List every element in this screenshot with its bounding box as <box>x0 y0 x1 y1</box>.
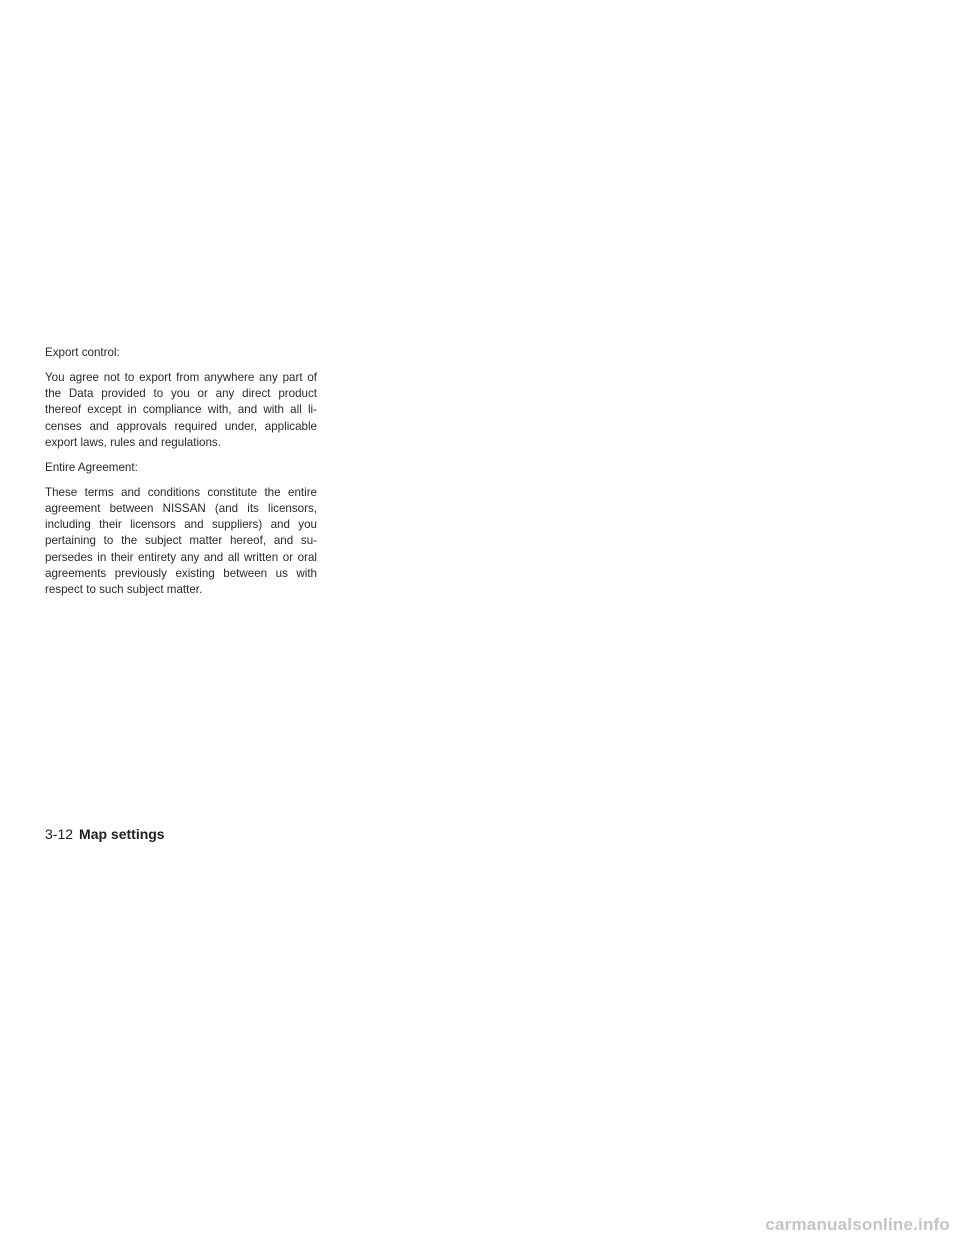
text-column <box>45 345 317 607</box>
export-control-heading: Export control: <box>45 346 120 359</box>
entire-agreement-heading: Entire Agreement: <box>45 460 138 474</box>
section-title: Map settings <box>79 826 165 842</box>
page-number: 3-12 <box>45 826 74 842</box>
export-control-paragraph: You agree not to export from anywhere any part of the Data provided to you or any direct product thereof except in compliance with, and with all li- censes and approvals required under, applicable export laws, rules and regulations. <box>45 370 317 449</box>
site-watermark: carmanualsonline.info <box>765 1215 950 1234</box>
page-footer <box>45 825 165 843</box>
entire-agreement-paragraph: These terms and conditions constitute the entire agreement between NISSAN (and its licensors, including their licensors and suppliers) and you pertaining to the subject matter hereof, and su- persedes in their entirety any and all written or oral agreements previously existing between us with respect to such subject matter. <box>45 485 317 597</box>
